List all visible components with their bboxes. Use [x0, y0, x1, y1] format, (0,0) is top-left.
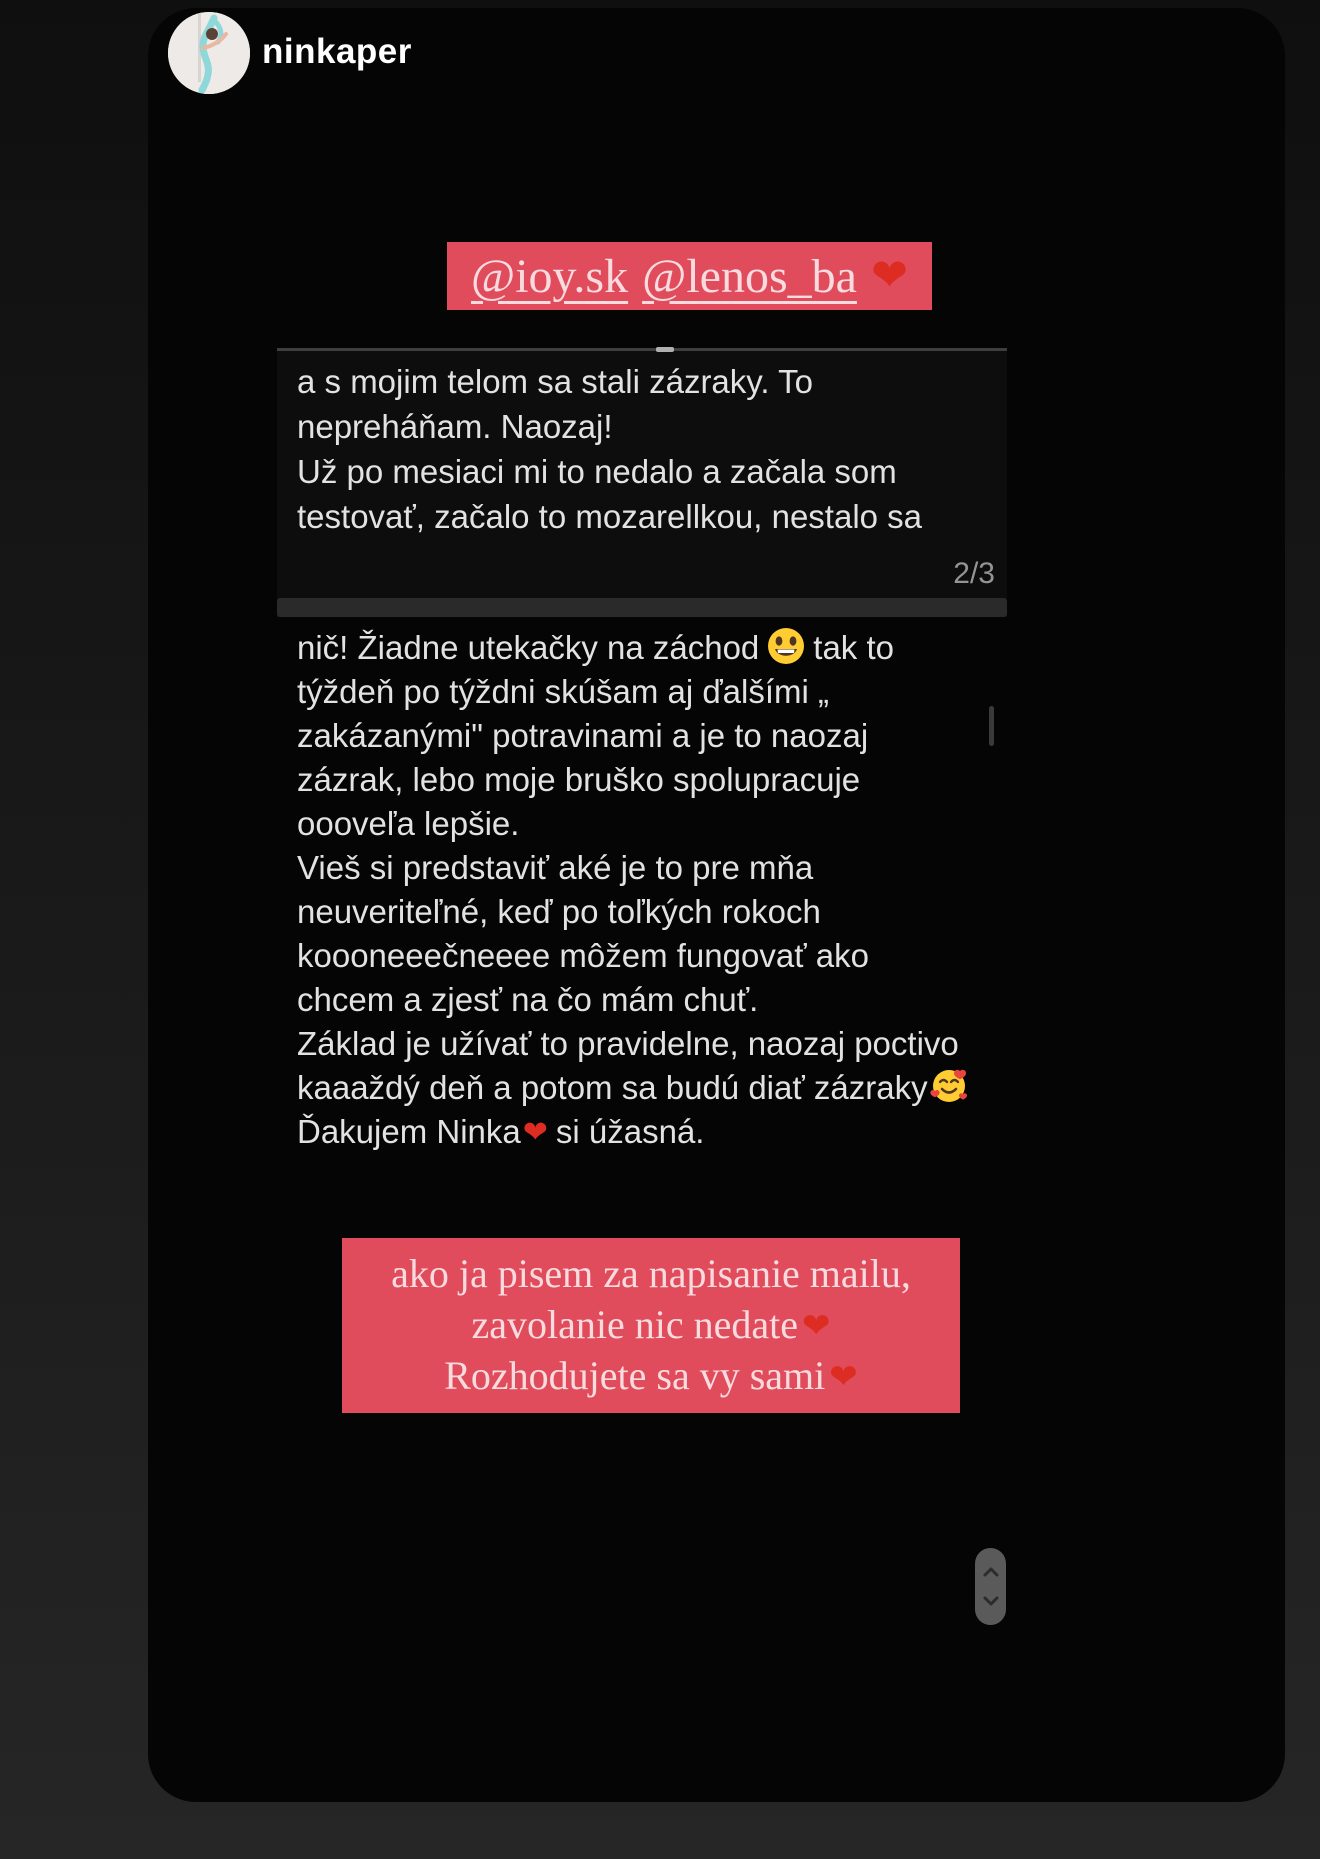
message-line: Vieš si predstaviť aké je to pre mňa [297, 849, 814, 886]
grinning-face-emoji [767, 627, 805, 665]
caption-line [342, 1299, 960, 1350]
message-line: zakázanými" potravinami a je to naozaj [297, 717, 869, 754]
message-line [297, 1066, 1057, 1110]
caption-text: Rozhodujete sa vy sami [444, 1353, 826, 1398]
message-line: Základ je užívať to pravidelne, naozaj poctivo [297, 1025, 959, 1062]
caption-line [342, 1248, 960, 1299]
message-line [297, 1110, 1057, 1154]
message-line: testovať, začalo to mozarellkou, nestalo sa [297, 498, 923, 535]
message-text: Ďakujem Ninka [297, 1113, 521, 1150]
avatar[interactable] [168, 12, 250, 94]
chevron-up-icon[interactable] [983, 1567, 999, 1577]
screenshot-block-1 [277, 348, 1007, 617]
mention-handle-ioy[interactable]: @ioy.sk [471, 249, 629, 303]
message-text-1 [297, 359, 922, 539]
screenshot-divider-band [277, 598, 1007, 617]
message-text: nič! Žiadne utekačky na záchod [297, 629, 760, 666]
red-heart-emoji: ❤ [801, 1306, 831, 1346]
aerial-dancer-image [168, 12, 250, 94]
message-line: neuveriteľné, keď po toľkých rokoch [297, 893, 821, 930]
red-heart-emoji: ❤ [522, 1115, 548, 1150]
message-line: koooneeečneeee môžem fungovať ako [297, 937, 869, 974]
message-line: chcem a zjesť na čo mám chuť. [297, 981, 759, 1018]
caption-line [342, 1350, 960, 1401]
message-text: tak to [813, 629, 894, 666]
story-frame [148, 8, 1285, 1802]
caption-text: ako ja pisem za napisanie mailu, [391, 1251, 911, 1296]
message-text: si úžasná. [555, 1113, 705, 1150]
message-line: zázrak, lebo moje bruško spolupracuje [297, 761, 861, 798]
screenshot-edge-dash [656, 347, 674, 352]
mention-handle-lenos[interactable]: @lenos_ba [642, 249, 857, 303]
message-text: kaaaždý deň a potom sa budú diať zázraky [297, 1069, 928, 1106]
red-heart-emoji: ❤ [870, 249, 908, 301]
smiling-face-with-hearts-emoji [930, 1067, 968, 1105]
chevron-down-icon[interactable] [983, 1596, 999, 1606]
message-line: a s mojim telom sa stali zázraky. To [297, 363, 813, 400]
caption-box [342, 1238, 960, 1413]
message-line [297, 626, 1057, 670]
screenshot-block-2 [297, 626, 1057, 1154]
red-heart-emoji: ❤ [829, 1357, 858, 1397]
caption-text: zavolanie nic nedate [471, 1302, 798, 1347]
page-indicator: 2/3 [953, 557, 995, 590]
scroll-indicator[interactable] [975, 1548, 1006, 1625]
mention-tag[interactable] [447, 242, 932, 310]
message-line: Už po mesiaci mi to nedalo a začala som [297, 453, 897, 490]
username[interactable]: ninkaper [262, 32, 412, 71]
message-line: nepreháňam. Naozaj! [297, 408, 613, 445]
scrollbar-remnant [989, 706, 994, 746]
message-line: oooveľa lepšie. [297, 805, 520, 842]
message-line: týždeň po týždni skúšam aj ďalšími „ [297, 673, 829, 710]
